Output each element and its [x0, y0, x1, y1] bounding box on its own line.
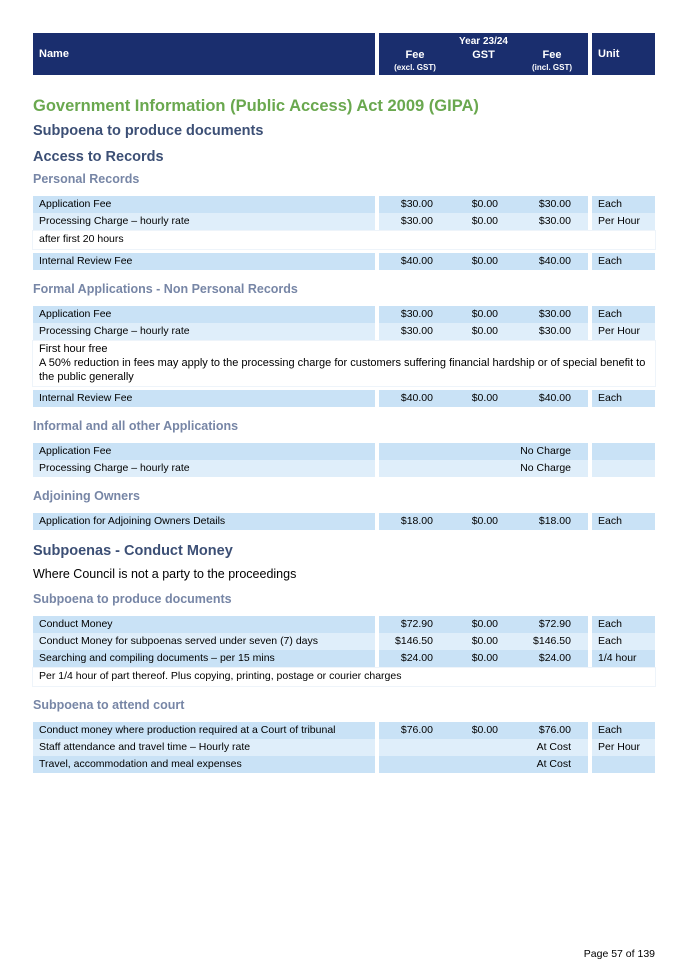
- table-row: [33, 616, 655, 633]
- access-heading: Access to Records: [33, 149, 164, 165]
- table-row: [33, 756, 655, 773]
- header-fee-excl-sub: (excl. GST): [394, 63, 436, 72]
- page-number: Page 57 of 139: [583, 948, 655, 960]
- row-name: Internal Review Fee: [39, 255, 133, 267]
- row-name: Conduct money where production required at a Court of tribunal: [39, 724, 336, 737]
- subpoena-heading: Subpoena to produce documents: [33, 123, 264, 139]
- unit: Each: [598, 618, 622, 631]
- header-fee-excl: Fee (excl. GST): [379, 49, 451, 72]
- fee-schedule-page: [33, 33, 655, 773]
- row-name: Staff attendance and travel time – Hourly rate: [39, 741, 251, 754]
- unit: Each: [598, 198, 622, 210]
- fee-incl: $18.00: [538, 515, 571, 528]
- row-name: Conduct Money for subpoenas served under seven (7) days: [39, 635, 318, 648]
- fee-incl: $30.00: [538, 198, 571, 210]
- fee-incl: $30.00: [538, 325, 571, 337]
- fee-incl: $30.00: [538, 308, 571, 320]
- table-row: [33, 739, 655, 756]
- table-row: [33, 722, 655, 739]
- gst: $0.00: [471, 198, 498, 210]
- header-gst: GST: [472, 49, 495, 61]
- unit: Per Hour: [598, 741, 641, 754]
- fee-excl: $30.00: [400, 198, 433, 210]
- table-row: [33, 306, 655, 323]
- unit: 1/4 hour: [598, 652, 637, 665]
- fee-excl: $76.00: [400, 724, 433, 737]
- row-note: after first 20 hours: [33, 231, 655, 249]
- note-line: A 50% reduction in fees may apply to the processing charge for customers suffering financial hardship or of special benefit to the public generally: [39, 356, 646, 383]
- gst: $0.00: [471, 652, 498, 665]
- fee-incl: $40.00: [538, 392, 571, 405]
- note-line: First hour free: [39, 343, 108, 355]
- fee-value: At Cost: [536, 758, 571, 771]
- row-name: Conduct Money: [39, 618, 113, 631]
- header-unit-cell: [592, 33, 655, 75]
- unit: Each: [598, 635, 622, 648]
- row-name: Searching and compiling documents – per 15 mins: [39, 652, 275, 665]
- row-note: [33, 341, 655, 386]
- table-row: [33, 196, 655, 213]
- unit: Each: [598, 392, 622, 405]
- table-row: [33, 213, 655, 230]
- gst: $0.00: [471, 255, 498, 267]
- gst: $0.00: [471, 392, 498, 405]
- gst: $0.00: [471, 618, 498, 631]
- table-row: [33, 253, 655, 270]
- section-heading-adjoining: Adjoining Owners: [33, 489, 140, 504]
- unit: Per Hour: [598, 215, 641, 227]
- table-row: [33, 513, 655, 530]
- act-title: Government Information (Public Access) Act 2009 (GIPA): [33, 97, 479, 115]
- section-heading-produce: Subpoena to produce documents: [33, 592, 232, 607]
- section-heading-attend: Subpoena to attend court: [33, 698, 185, 713]
- fee-value: No Charge: [520, 445, 571, 458]
- row-name: Application Fee: [39, 308, 112, 320]
- row-name: Processing Charge – hourly rate: [39, 462, 190, 475]
- unit: Each: [598, 724, 622, 737]
- unit: Each: [598, 308, 622, 320]
- row-name: Application Fee: [39, 198, 112, 210]
- fee-incl: $72.90: [538, 618, 571, 631]
- gst: $0.00: [471, 515, 498, 528]
- table-header: [33, 33, 655, 75]
- fee-excl: $72.90: [400, 618, 433, 631]
- row-note: Per 1/4 hour of part thereof. Plus copying, printing, postage or courier charges: [33, 668, 655, 686]
- fee-excl: $18.00: [400, 515, 433, 528]
- conduct-money-heading: Subpoenas - Conduct Money: [33, 543, 233, 560]
- header-year: Year 23/24: [459, 36, 508, 47]
- fee-incl: $40.00: [538, 255, 571, 267]
- row-name: Processing Charge – hourly rate: [39, 325, 190, 337]
- fee-incl: $146.50: [533, 635, 571, 648]
- header-fee-incl: Fee (incl. GST): [516, 49, 588, 72]
- unit: Each: [598, 255, 622, 267]
- row-name: Application for Adjoining Owners Details: [39, 515, 226, 528]
- section-heading-personal: Personal Records: [33, 172, 140, 186]
- row-name: Travel, accommodation and meal expenses: [39, 758, 242, 771]
- header-name: Name: [39, 48, 69, 60]
- table-row: [33, 650, 655, 667]
- fee-value: No Charge: [520, 462, 571, 475]
- gst: $0.00: [471, 724, 498, 737]
- unit: Each: [598, 515, 622, 528]
- gst: $0.00: [471, 635, 498, 648]
- gst: $0.00: [471, 215, 498, 227]
- table-row: [33, 460, 655, 477]
- header-unit: Unit: [598, 48, 620, 60]
- gst: $0.00: [471, 325, 498, 337]
- section-heading-informal: Informal and all other Applications: [33, 419, 239, 434]
- fee-incl: $30.00: [538, 215, 571, 227]
- fee-excl: $30.00: [400, 325, 433, 337]
- fee-excl: $24.00: [400, 652, 433, 665]
- fee-excl: $40.00: [400, 392, 433, 405]
- row-name: Application Fee: [39, 445, 112, 458]
- fee-excl: $30.00: [400, 215, 433, 227]
- fee-incl: $76.00: [538, 724, 571, 737]
- header-fee-incl-sub: (incl. GST): [532, 63, 572, 72]
- table-row: [33, 323, 655, 340]
- table-row: [33, 633, 655, 650]
- header-fees-cell: [379, 33, 588, 75]
- row-name: Processing Charge – hourly rate: [39, 215, 190, 227]
- section-heading-formal: Formal Applications - Non Personal Records: [33, 282, 298, 296]
- fee-excl: $40.00: [400, 255, 433, 267]
- row-name: Internal Review Fee: [39, 392, 133, 405]
- table-row: [33, 390, 655, 407]
- gst: $0.00: [471, 308, 498, 320]
- header-name-cell: [33, 33, 375, 75]
- fee-excl: $146.50: [395, 635, 433, 648]
- fee-value: At Cost: [536, 741, 571, 754]
- table-row: [33, 443, 655, 460]
- fee-excl: $30.00: [400, 308, 433, 320]
- unit: Per Hour: [598, 325, 641, 337]
- fee-incl: $24.00: [538, 652, 571, 665]
- conduct-money-subtitle: Where Council is not a party to the proceedings: [33, 567, 297, 582]
